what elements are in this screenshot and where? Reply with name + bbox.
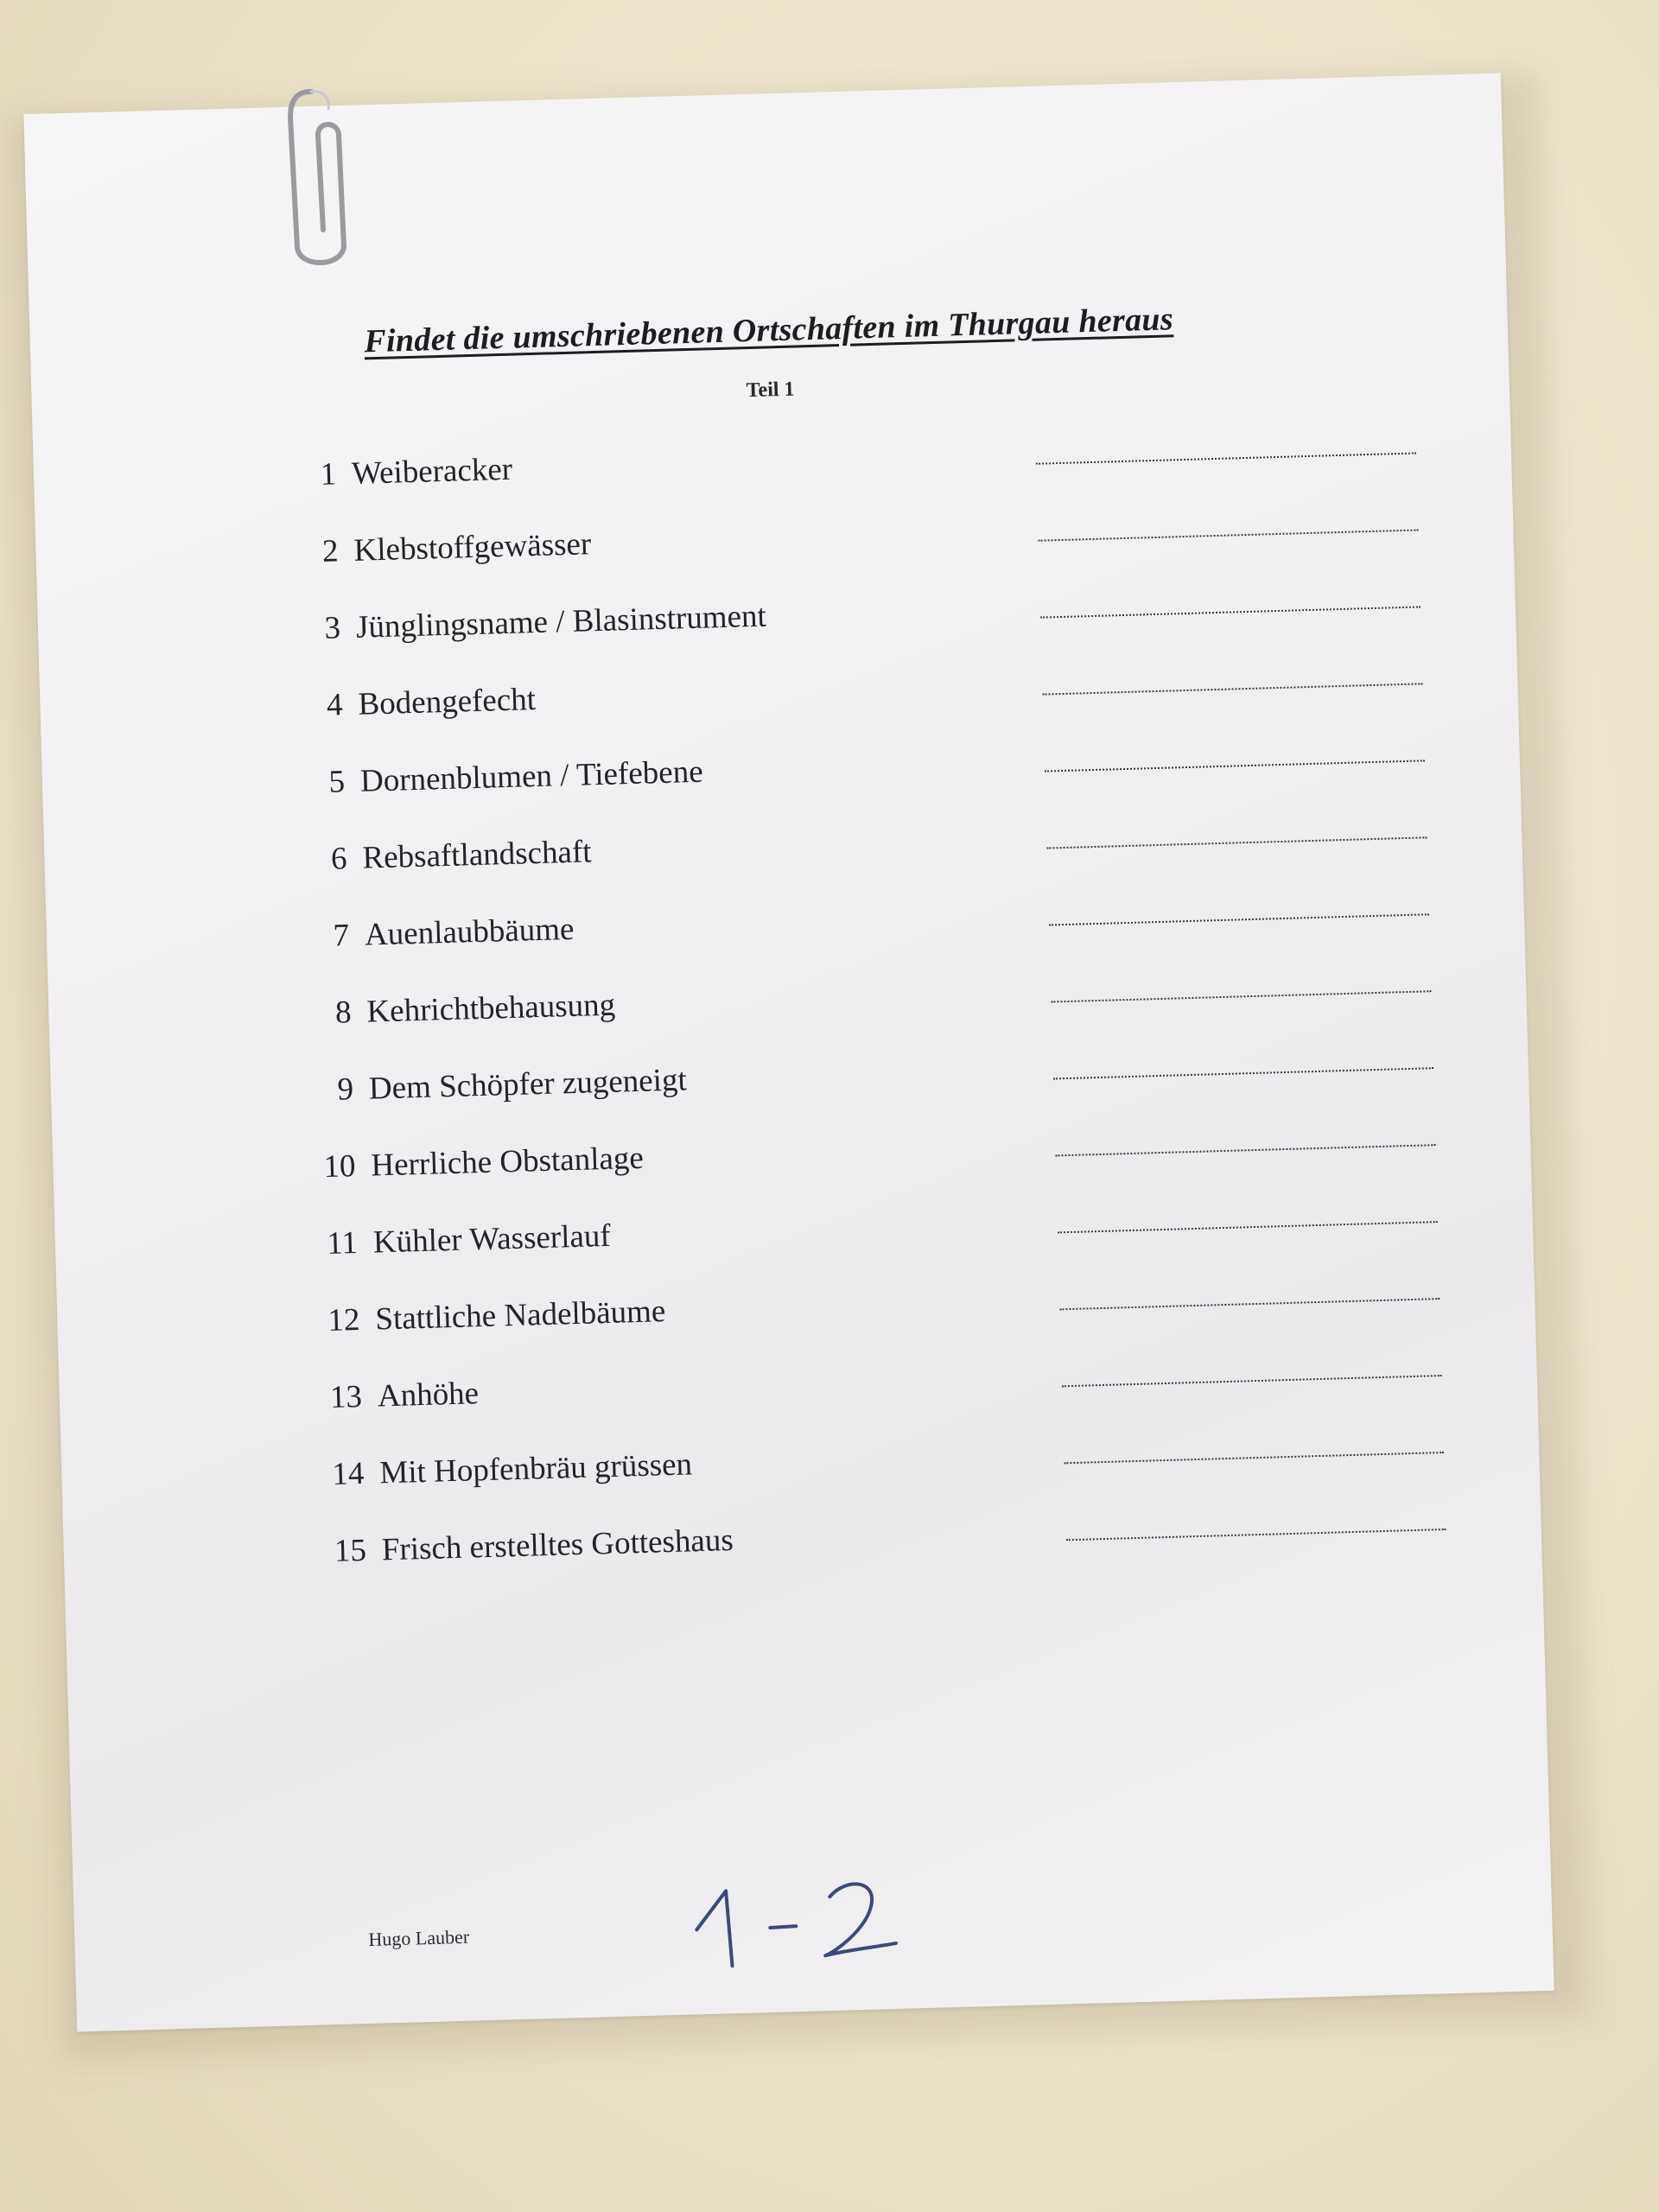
author-name: Hugo Lauber bbox=[368, 1925, 470, 1950]
clue-text: Stattliche Nadelbäume bbox=[374, 1294, 666, 1338]
clue-number: 7 bbox=[332, 918, 350, 954]
handwritten-note bbox=[678, 1871, 906, 1972]
answer-line bbox=[1051, 989, 1431, 1002]
clue-text: Rebsaftlandschaft bbox=[361, 834, 593, 876]
answer-line bbox=[1064, 1451, 1444, 1464]
answer-line bbox=[1039, 528, 1419, 541]
clue-text: Anhöhe bbox=[377, 1376, 480, 1414]
clue-text: Frisch erstelltes Gotteshaus bbox=[381, 1522, 734, 1568]
clue-number: 2 bbox=[321, 533, 340, 569]
worksheet-paper bbox=[23, 73, 1554, 2032]
clue-text: Kehrichtbehausung bbox=[365, 987, 616, 1030]
answer-line bbox=[1045, 759, 1425, 772]
answer-line bbox=[1053, 1066, 1433, 1079]
clue-text: Herrliche Obstanlage bbox=[370, 1140, 645, 1184]
answer-line bbox=[1036, 451, 1416, 464]
worksheet-title: Findet die umschriebenen Ortschaften im Thurgau heraus bbox=[363, 301, 1174, 360]
clue-number: 4 bbox=[326, 687, 344, 723]
answer-line bbox=[1055, 1143, 1435, 1156]
clue-text: Weiberacker bbox=[351, 451, 513, 492]
clue-text: Jünglingsname / Blasinstrument bbox=[355, 598, 767, 645]
answer-line bbox=[1059, 1297, 1440, 1310]
clue-number: 11 bbox=[326, 1225, 359, 1262]
clue-text: Dem Schöpfer zugeneigt bbox=[368, 1062, 688, 1107]
clue-text: Mit Hopfenbräu grüssen bbox=[378, 1446, 693, 1491]
clue-text: Kühler Wasserlauf bbox=[372, 1217, 612, 1261]
clue-list bbox=[293, 425, 1448, 1610]
worksheet-subtitle: Teil 1 bbox=[746, 378, 795, 403]
clue-number: 10 bbox=[322, 1148, 357, 1185]
clue-number: 15 bbox=[334, 1532, 367, 1569]
clue-number: 12 bbox=[327, 1301, 361, 1339]
clue-number: 9 bbox=[336, 1071, 354, 1108]
clue-text: Dornenblumen / Tiefebene bbox=[359, 753, 704, 799]
answer-line bbox=[1046, 836, 1427, 849]
clue-number: 5 bbox=[327, 764, 346, 800]
clue-text: Klebstoffgewässer bbox=[353, 526, 592, 569]
answer-line bbox=[1058, 1220, 1438, 1233]
clue-number: 14 bbox=[331, 1455, 365, 1492]
paperclip-icon bbox=[278, 83, 373, 283]
answer-line bbox=[1040, 605, 1421, 618]
clue-number: 8 bbox=[334, 995, 353, 1031]
answer-line bbox=[1066, 1528, 1446, 1541]
clue-number: 13 bbox=[329, 1378, 363, 1415]
answer-line bbox=[1062, 1374, 1442, 1387]
clue-text: Bodengefecht bbox=[357, 682, 537, 722]
clue-number: 1 bbox=[320, 456, 337, 493]
answer-line bbox=[1049, 912, 1429, 925]
clue-number: 6 bbox=[330, 841, 348, 877]
answer-line bbox=[1042, 682, 1422, 695]
clue-number: 3 bbox=[324, 610, 341, 646]
clue-text: Auenlaubbäume bbox=[364, 911, 575, 953]
